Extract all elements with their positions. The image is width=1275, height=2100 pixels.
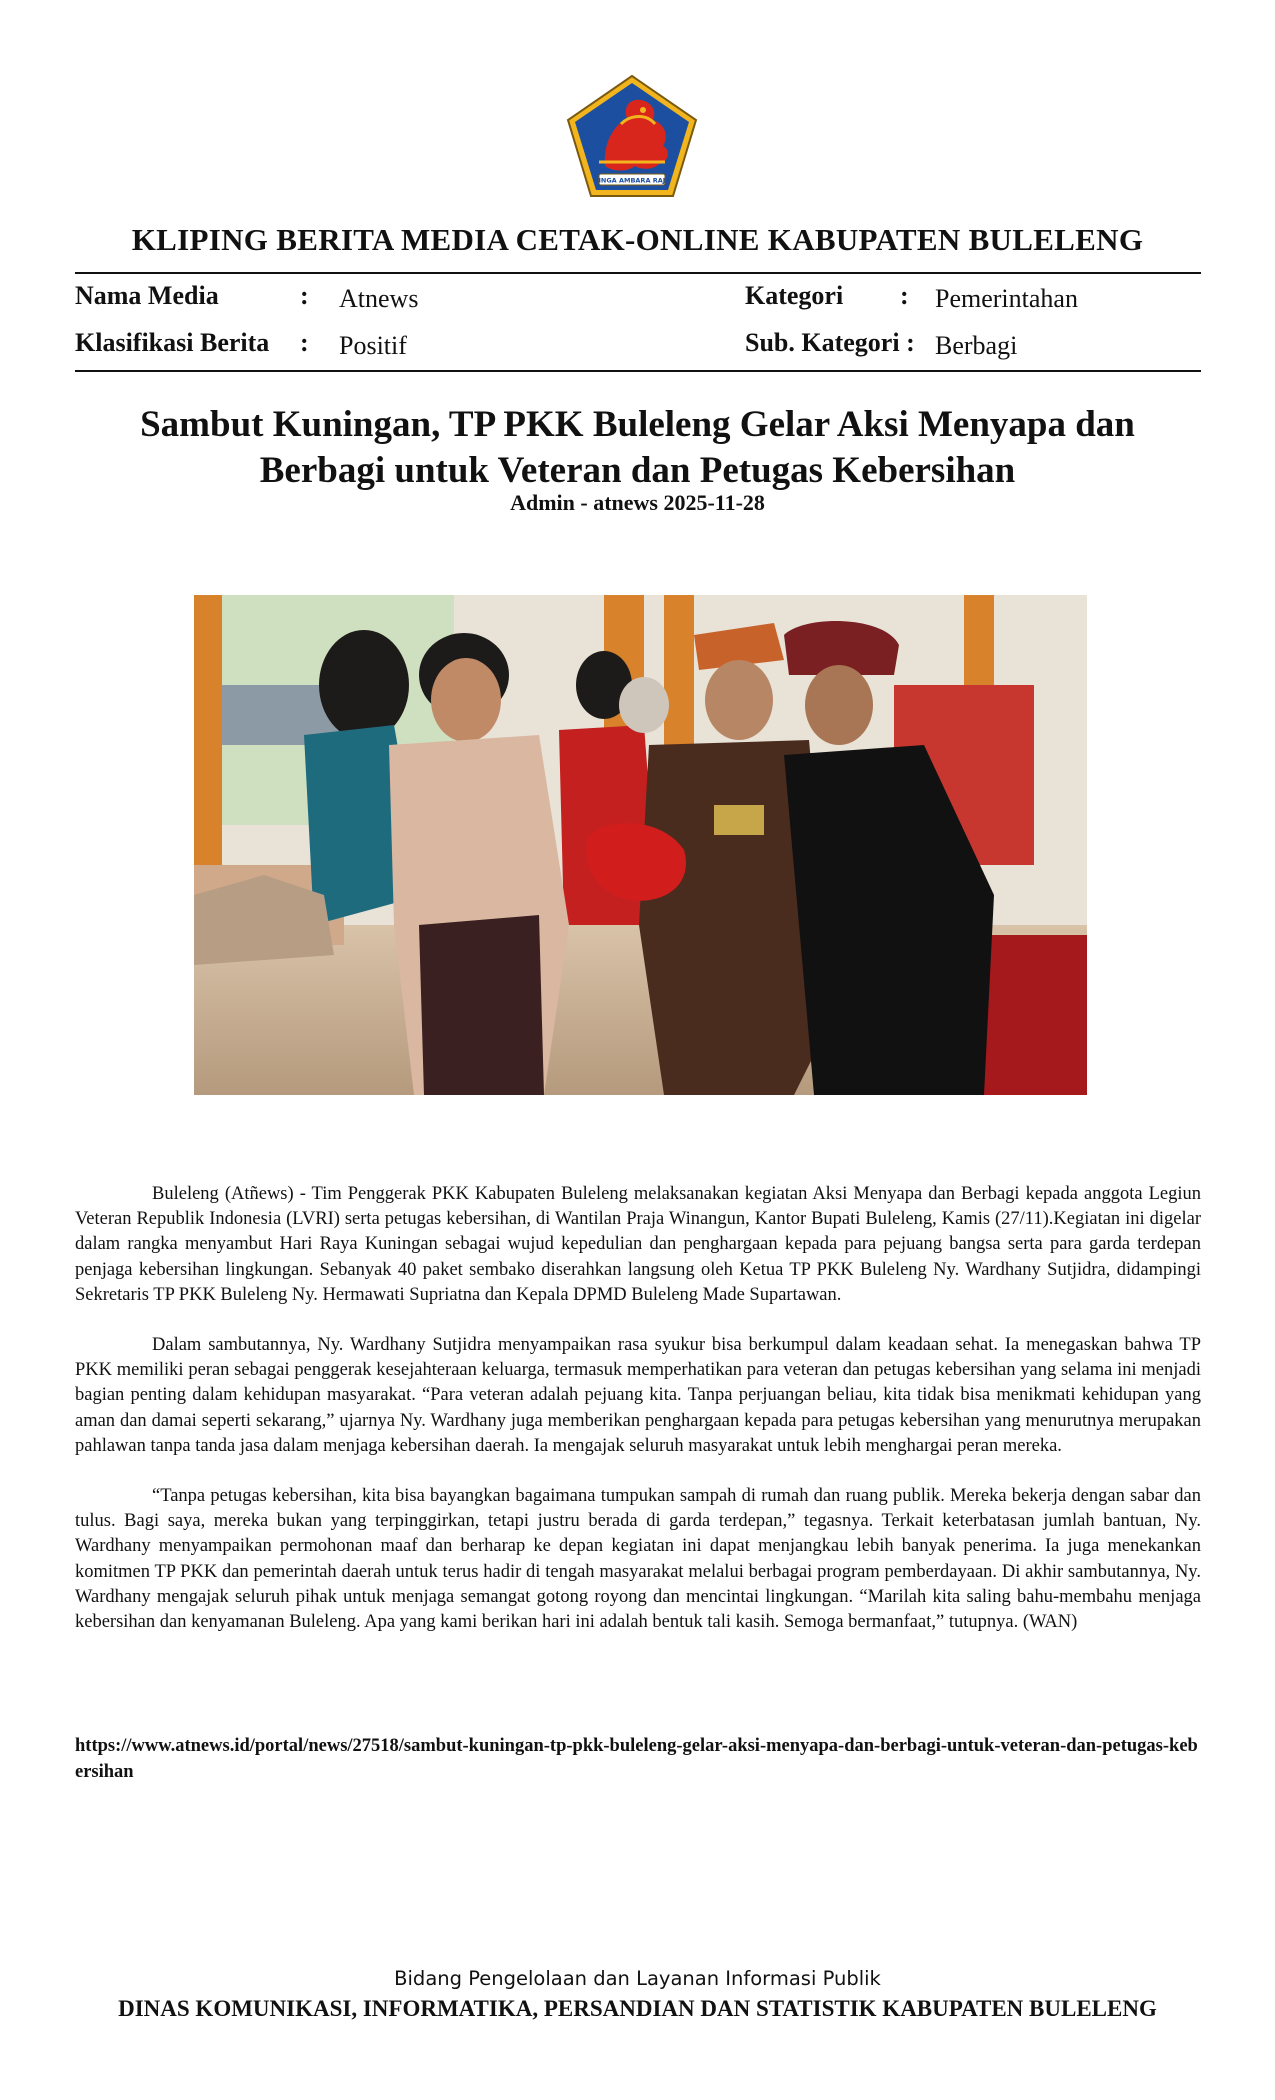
article-paragraph-1: Buleleng (Atñews) - Tim Penggerak PKK Kabupaten Buleleng melaksanakan kegiatan Aksi Menyapa dan Berbagi kepada anggota Legiun Veteran Republik Indonesia (LVRI) serta petugas kebersihan, di Wantilan Praja Winangun, Kantor Bupati Buleleng, Kamis (27/11).Kegiatan ini digelar dalam rangka menyambut Hari Raya Kuningan sebagai wujud kepedulian dan penghargaan kepada para pejuang bangsa serta para garda terdepan penjaga kebersihan lingkungan. Sebanyak 40 paket sembako diserahkan langsung oleh Ketua TP PKK Buleleng Ny. Wardhany Sutjidra, didampingi Sekretaris TP PKK Buleleng Ny. Hermawati Supriatna dan Kepala DPMD Buleleng Made Supartawan. bbox=[75, 1184, 1201, 1305]
nama-media-colon: : bbox=[300, 281, 309, 310]
crest-motto: SINGA AMBARA RAJA bbox=[593, 176, 671, 185]
source-url-link[interactable]: https://www.atnews.id/portal/news/27518/sambut-kuningan-tp-pkk-buleleng-gelar-aksi-menyapa-dan-berbagi-untuk-veteran-dan-petugas-kebersihan bbox=[75, 1736, 1198, 1782]
nama-media-value: Atnews bbox=[339, 284, 419, 313]
kategori-colon: : bbox=[900, 281, 909, 310]
kategori-label: Kategori bbox=[745, 281, 844, 310]
article-paragraph-3: “Tanpa petugas kebersihan, kita bisa bayangkan bagaimana tumpukan sampah di rumah dan ruang publik. Mereka bekerja dengan sabar dan tulus. Bagi saya, mereka bukan yang terpinggirkan, tetapi justru berada di garda terdepan,” tegasnya. Terkait keterbatasan jumlah bantuan, Ny. Wardhany menyampaikan permohonan maaf dan berharap ke depan kegiatan ini dapat menjangkau lebih banyak penerima. Ia juga menekankan komitmen TP PKK dan pemerintah daerah untuk terus hadir di tengah masyarakat melalui berbagai program pemberdayaan. Di akhir sambutannya, Ny. Wardhany mengajak seluruh pihak untuk menjaga semangat gotong royong dan mencintai lingkungan. “Marilah kita saling bahu-membahu menjaga kebersihan dan kenyamanan Buleleng. Apa yang kami berikan hari ini adalah bentuk tali kasih. Semoga bermanfaat,” tutupnya. (WAN) bbox=[75, 1486, 1201, 1633]
headline-line-2: Berbagi untuk Veteran dan Petugas Kebersihan bbox=[259, 450, 1016, 491]
kategori-value: Pemerintahan bbox=[935, 284, 1078, 313]
headline-line-1: Sambut Kuningan, TP PKK Buleleng Gelar Aksi Menyapa dan bbox=[140, 404, 1135, 445]
article-body bbox=[75, 1182, 1201, 1660]
footer-agency: DINAS KOMUNIKASI, INFORMATIKA, PERSANDIAN DAN STATISTIK KABUPATEN BULELENG bbox=[118, 1996, 1157, 2021]
news-photo bbox=[194, 595, 1087, 1095]
sub-kategori-value: Berbagi bbox=[935, 331, 1018, 360]
footer-division: Bidang Pengelolaan dan Layanan Informasi Publik bbox=[394, 1967, 881, 1990]
top-divider bbox=[75, 272, 1201, 274]
crest-svg bbox=[565, 74, 699, 200]
article-paragraph-2: Dalam sambutannya, Ny. Wardhany Sutjidra menyampaikan rasa syukur bisa berkumpul dalam keadaan sehat. Ia menegaskan bahwa TP PKK memiliki peran sebagai penggerak kesejahteraan keluarga, termasuk memperhatikan para veteran dan petugas kebersihan yang selama ini menjadi bagian penting dalam kehidupan masyarakat. “Para veteran adalah pejuang kita. Tanpa perjuangan beliau, kita tidak bisa menikmati kehidupan yang aman dan damai seperti sekarang,” ujarnya Ny. Wardhany juga memberikan penghargaan kepada para petugas kebersihan yang menurutnya merupakan pahlawan tanpa tanda jasa dalam menjaga kebersihan daerah. Ia mengajak seluruh masyarakat untuk lebih menghargai peran mereka. bbox=[75, 1335, 1201, 1456]
klasifikasi-colon: : bbox=[300, 328, 309, 357]
sub-kategori-label: Sub. Kategori : bbox=[745, 328, 915, 357]
klasifikasi-label: Klasifikasi Berita bbox=[75, 328, 270, 357]
photo-illustration bbox=[194, 595, 1087, 1095]
bottom-divider bbox=[75, 370, 1201, 372]
document-title: KLIPING BERITA MEDIA CETAK-ONLINE KABUPATEN BULELENG bbox=[131, 222, 1144, 257]
article-byline: Admin - atnews 2025-11-28 bbox=[510, 490, 765, 515]
nama-media-label: Nama Media bbox=[75, 281, 219, 310]
article-headline bbox=[0, 402, 1275, 494]
klasifikasi-value: Positif bbox=[339, 331, 407, 360]
buleleng-crest-logo bbox=[565, 74, 699, 200]
